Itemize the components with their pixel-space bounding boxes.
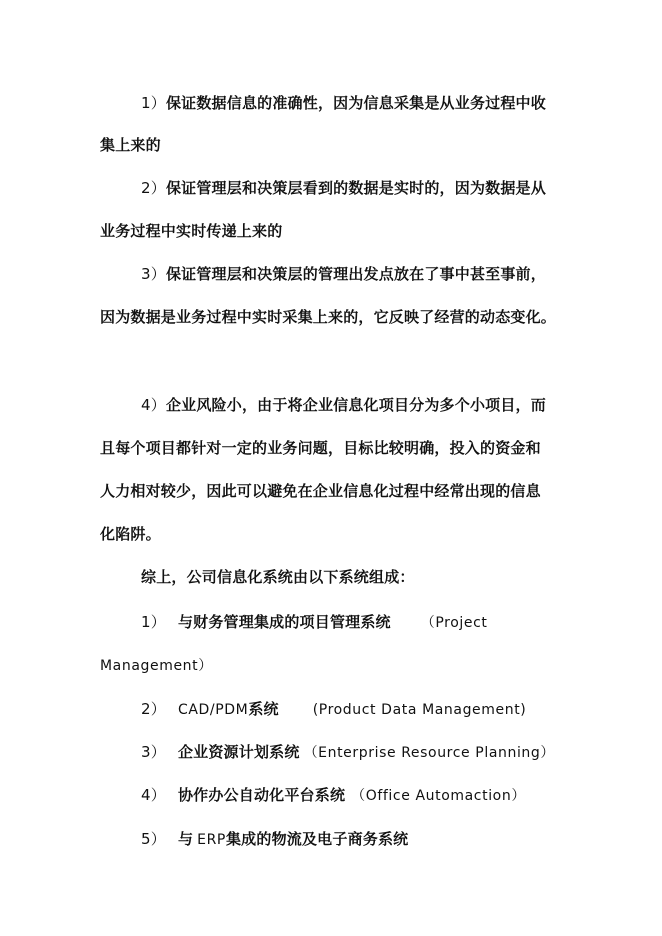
paragraph-3-number: 3） [141, 265, 166, 283]
system-5-line [141, 829, 408, 850]
paragraph-2-number: 2） [141, 179, 166, 197]
system-5-pre: 与 [177, 830, 194, 848]
paragraph-3-line-2 [100, 307, 556, 327]
paragraph-1-line-1 [141, 93, 546, 113]
paragraph-2-line-1 [141, 178, 546, 198]
system-4-english: （Office Automaction） [351, 788, 526, 804]
paragraph-2-text-2: 业务过程中实时传递上来的 [100, 222, 283, 240]
paragraph-4-text-3: 人力相对较少，因此可以避免在企业信息化过程中经常出现的信息 [100, 482, 541, 500]
system-2-prefix: CAD/PDM [177, 702, 249, 718]
system-1-english-b: Management） [100, 658, 213, 674]
paragraph-2-text-1: 保证管理层和决策层看到的数据是实时的，因为数据是从 [165, 179, 546, 197]
paragraph-3-text-2: 因为数据是业务过程中实时采集上来的，它反映了经营的动态变化。 [100, 308, 557, 326]
system-4-line [141, 785, 526, 806]
paragraph-1-text-1: 保证数据信息的准确性，因为信息采集是从业务过程中收 [165, 94, 546, 112]
system-4-name: 协作办公自动化平台系统 [177, 786, 346, 804]
system-3-number: 3） [141, 743, 166, 761]
system-2-line [141, 699, 526, 720]
system-1-name: 与财务管理集成的项目管理系统 [177, 613, 391, 631]
system-5-number: 5） [141, 830, 166, 848]
system-2-english: (Product Data Management) [312, 702, 527, 718]
system-3-line [141, 742, 555, 763]
system-2-number: 2） [141, 700, 166, 718]
paragraph-4-line-1 [141, 395, 546, 415]
paragraph-1-number: 1） [141, 94, 166, 112]
system-3-english: （Enterprise Resource Planning） [303, 745, 555, 761]
paragraph-4-line-3 [100, 481, 541, 501]
system-1-line-2 [100, 655, 213, 676]
paragraph-3-line-1 [141, 264, 546, 284]
paragraph-1-line-2 [100, 135, 161, 155]
system-1-line [141, 612, 487, 633]
paragraph-4-text-1: 企业风险小，由于将企业信息化项目分为多个小项目，而 [165, 396, 546, 414]
summary-text: 综上，公司信息化系统由以下系统组成： [141, 568, 415, 586]
system-5-prefix: ERP [197, 832, 226, 848]
paragraph-1-text-2: 集上来的 [100, 136, 161, 154]
paragraph-3-text-1: 保证管理层和决策层的管理出发点放在了事中甚至事前， [165, 265, 546, 283]
paragraph-2-line-2 [100, 221, 282, 241]
system-3-name: 企业资源计划系统 [177, 743, 300, 761]
paragraph-4-text-2: 且每个项目都针对一定的业务问题，目标比较明确，投入的资金和 [100, 439, 541, 457]
paragraph-4-text-4: 化陷阱。 [100, 525, 161, 543]
system-2-name: 系统 [248, 700, 279, 718]
paragraph-4-number: 4） [141, 396, 166, 414]
summary-line [141, 567, 415, 587]
system-1-english-a: （Project [420, 615, 488, 631]
system-1-number: 1） [141, 613, 166, 631]
paragraph-4-line-2 [100, 438, 541, 458]
paragraph-4-line-4 [100, 524, 161, 544]
system-4-number: 4） [141, 786, 166, 804]
system-5-name: 集成的物流及电子商务系统 [225, 830, 409, 848]
